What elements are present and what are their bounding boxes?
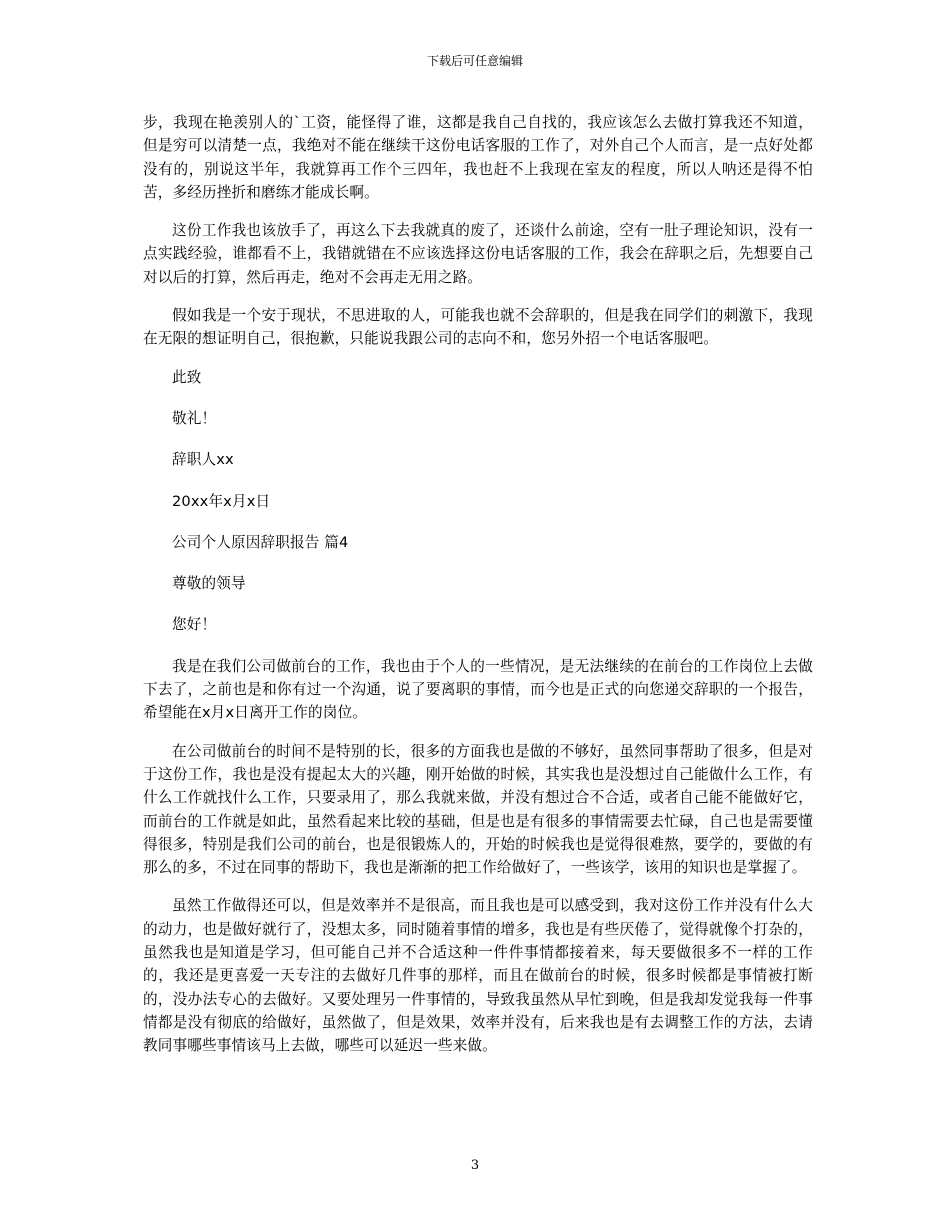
date-line: 20xx年x月x日: [172, 492, 271, 510]
paragraph-6: 虽然工作做得还可以，但是效率并不是很高，而且我也是可以感受到，我对这份工作并没有什么大的动力，也是做好就行了，没想太多，同时随着事情的增多，我也是有些厌倦了，觉得就像个打杂的，虽然我也是知道是学习，但可能自己并不合适这种一件件事情都接着来，每天要做很多不一样的工作的，我还是更喜爱一天专注的去做好几件事的那样，而且在做前台的时候，很多时候都是事情被打断的，没办法专心的去做好。又要处理另一件事情的，导致我虽然从早忙到晚，但是我却发觉我每一件事情都是没有彻底的给做好，虽然做了，但是效果，效率并没有，后来我也是有去调整工作的方法，去请教同事哪些事情该马上去做，哪些可以延迟一些来做。: [143, 897, 813, 1055]
paragraph-4: 我是在我们公司做前台的工作，我也由于个人的一些情况，是无法继续的在前台的工作岗位上去做下去了，之前也是和你有过一个沟通，说了要离职的事情，而今也是正式的向您递交辞职的一个报告，希望能在x月x日离开工作的岗位。: [143, 657, 813, 722]
paragraph-2: 这份工作我也该放手了，再这么下去我就真的废了，还谈什么前途，空有一肚子理论知识，没有一点实践经验，谁都看不上，我错就错在不应该选择这份电话客服的工作，我会在辞职之后，先想要自己对以后的打算，然后再走，绝对不会再走无用之路。: [143, 222, 813, 286]
closing-line-1: 此致: [172, 368, 202, 386]
section-title: 公司个人原因辞职报告 篇4: [172, 533, 349, 551]
paragraph-1: 步，我现在艳羡别人的`工资，能怪得了谁，这都是我自己自找的，我应该怎么去做打算我还不知道，但是穷可以清楚一点，我绝对不能在继续干这份电话客服的工作了，对外自己个人而言，是一点好处都没有的，别说这半年，我就算再工作个三四年，我也赶不上我现在室友的程度，所以人呐还是得不怕苦，多经历挫折和磨练才能成长啊。: [143, 114, 813, 201]
page-header: 下载后可任意编辑: [426, 54, 523, 68]
signature: 辞职人xx: [172, 451, 234, 469]
greeting: 您好！: [172, 616, 217, 634]
paragraph-5: 在公司做前台的时间不是特别的长，很多的方面我也是做的不够好，虽然同事帮助了很多，但是对于这份工作，我也是没有提起太大的兴趣，刚开始做的时候，其实我也是没想过自己能做什么工作，有什么工作就找什么工作，只要录用了，那么我就来做，并没有想过合不合适，或者自己能不能做好它，而前台的工作就是如此，虽然看起来比较的基础，但是也是有很多的事情需要去忙碌，自己也是需要懂得很多，特别是我们公司的前台，也是很锻炼人的，开始的时候我也是觉得很难熬，要学的，要做的有那么的多，不过在同事的帮助下，我也是渐渐的把工作给做好了，一些该学，该用的知识也是掌握了。: [143, 742, 813, 877]
salutation: 尊敬的领导: [172, 575, 246, 593]
closing-line-2: 敬礼！: [172, 409, 217, 427]
paragraph-3: 假如我是一个安于现状，不思进取的人，可能我也就不会辞职的，但是我在同学们的刺激下，我现在无限的想证明自己，很抱歉，只能说我跟公司的志向不和，您另外招一个电话客服吧。: [143, 307, 813, 348]
document-body: [143, 111, 813, 1073]
page-number: 3: [470, 1158, 480, 1173]
